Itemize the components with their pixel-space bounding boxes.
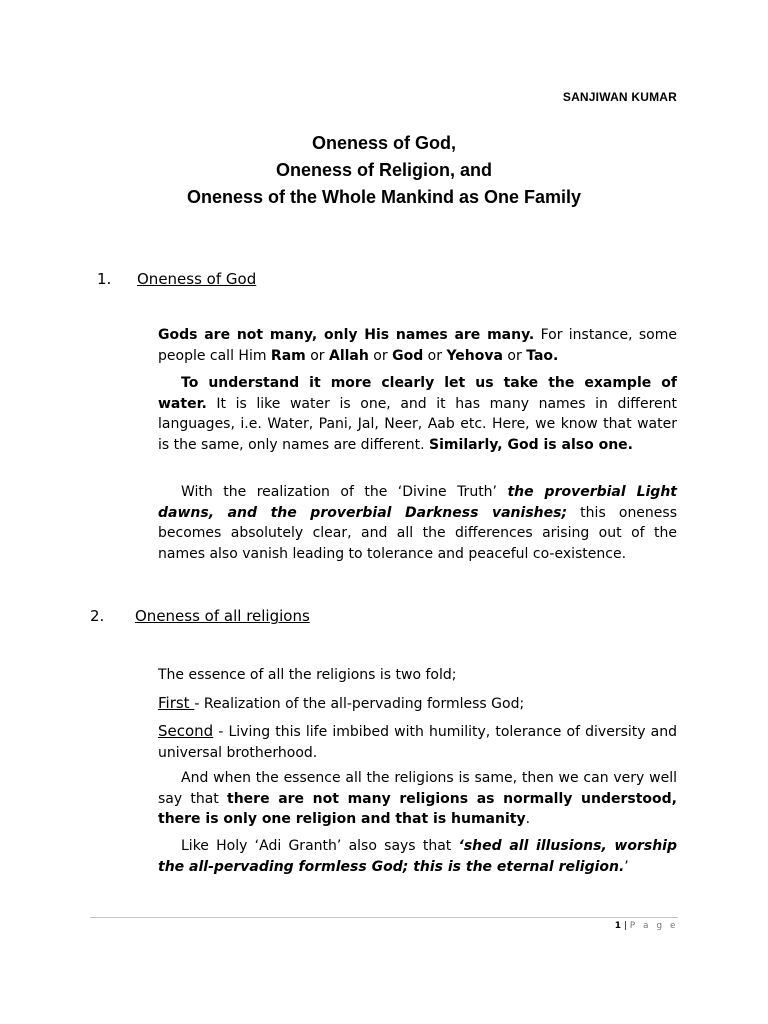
underlined-label: First bbox=[158, 694, 195, 712]
section-2-heading bbox=[90, 607, 310, 625]
text: or bbox=[502, 347, 527, 364]
text: or bbox=[305, 347, 329, 364]
bold-text: Allah bbox=[328, 347, 369, 364]
text: And when the essence all the religions is same, then we can very well say that bbox=[158, 770, 677, 807]
text: or bbox=[423, 347, 447, 364]
page-label: P a g e bbox=[629, 921, 678, 931]
section-1-number: 1. bbox=[97, 270, 112, 288]
text: It is like water is one, and it has many names in different languages, i.e. Water, Pani, Jal, Neer, Aab etc. Here, we know that water is the same, only names are different. bbox=[158, 395, 677, 453]
paragraph bbox=[158, 373, 677, 455]
bold-text: To understand it more clearly let us take the example of water. bbox=[158, 375, 677, 412]
text: or bbox=[368, 347, 393, 364]
bold-italic-text: ‘shed all illusions, worship the all-pervading formless God; this is the eternal religion. bbox=[158, 838, 678, 875]
document-title bbox=[60, 130, 708, 211]
page-number bbox=[560, 921, 678, 931]
text: . bbox=[525, 811, 531, 827]
bold-text: Tao. bbox=[526, 347, 559, 364]
footer-divider bbox=[90, 917, 678, 918]
section-1-title: Oneness of God bbox=[137, 270, 257, 288]
title-line-1: Oneness of God, bbox=[311, 133, 457, 153]
text: - Realization of the all-pervading formless God; bbox=[194, 696, 525, 712]
text: With the realization of the ‘Divine Truth’ bbox=[181, 484, 508, 500]
paragraph bbox=[158, 836, 677, 877]
section-1-heading bbox=[97, 270, 256, 288]
text: For instance, some people call Him bbox=[158, 327, 677, 364]
underlined-label: Second bbox=[158, 722, 214, 740]
paragraph bbox=[158, 482, 677, 564]
paragraph bbox=[158, 693, 677, 715]
text: - Living this life imbibed with humility, tolerance of diversity and universal brotherhood. bbox=[158, 724, 677, 761]
paragraph bbox=[158, 768, 677, 830]
paragraph: The essence of all the religions is two fold; bbox=[158, 667, 457, 683]
bold-italic-text: the proverbial Light dawns, and the proverbial Darkness vanishes; bbox=[158, 484, 677, 521]
page-number-value: 1 bbox=[614, 921, 621, 931]
paragraph bbox=[158, 325, 677, 366]
section-2-number: 2. bbox=[90, 607, 105, 625]
bold-text: Yehova bbox=[446, 347, 503, 364]
bold-text: God bbox=[392, 347, 424, 364]
page-separator: | bbox=[620, 921, 630, 931]
text: this oneness becomes absolutely clear, and all the differences arising out of the names also vanish leading to tolerance and peaceful co-existence. bbox=[158, 504, 677, 562]
bold-text: there are not many religions as normally understood, there is only one religion and that is humanity bbox=[158, 790, 677, 827]
title-line-3: Oneness of the Whole Mankind as One Family bbox=[186, 187, 582, 207]
bold-text: Gods are not many, only His names are many. bbox=[158, 327, 535, 343]
author-name: SANJIWAN KUMAR bbox=[562, 90, 677, 104]
text: ’ bbox=[624, 858, 629, 875]
bold-text: Ram bbox=[270, 347, 306, 364]
bold-text: Similarly, God is also one. bbox=[429, 436, 633, 453]
text: Like Holy ‘Adi Granth’ also says that bbox=[181, 838, 459, 854]
title-line-2: Oneness of Religion, and bbox=[275, 160, 493, 180]
section-2-title: Oneness of all religions bbox=[135, 607, 310, 625]
paragraph bbox=[158, 721, 677, 763]
